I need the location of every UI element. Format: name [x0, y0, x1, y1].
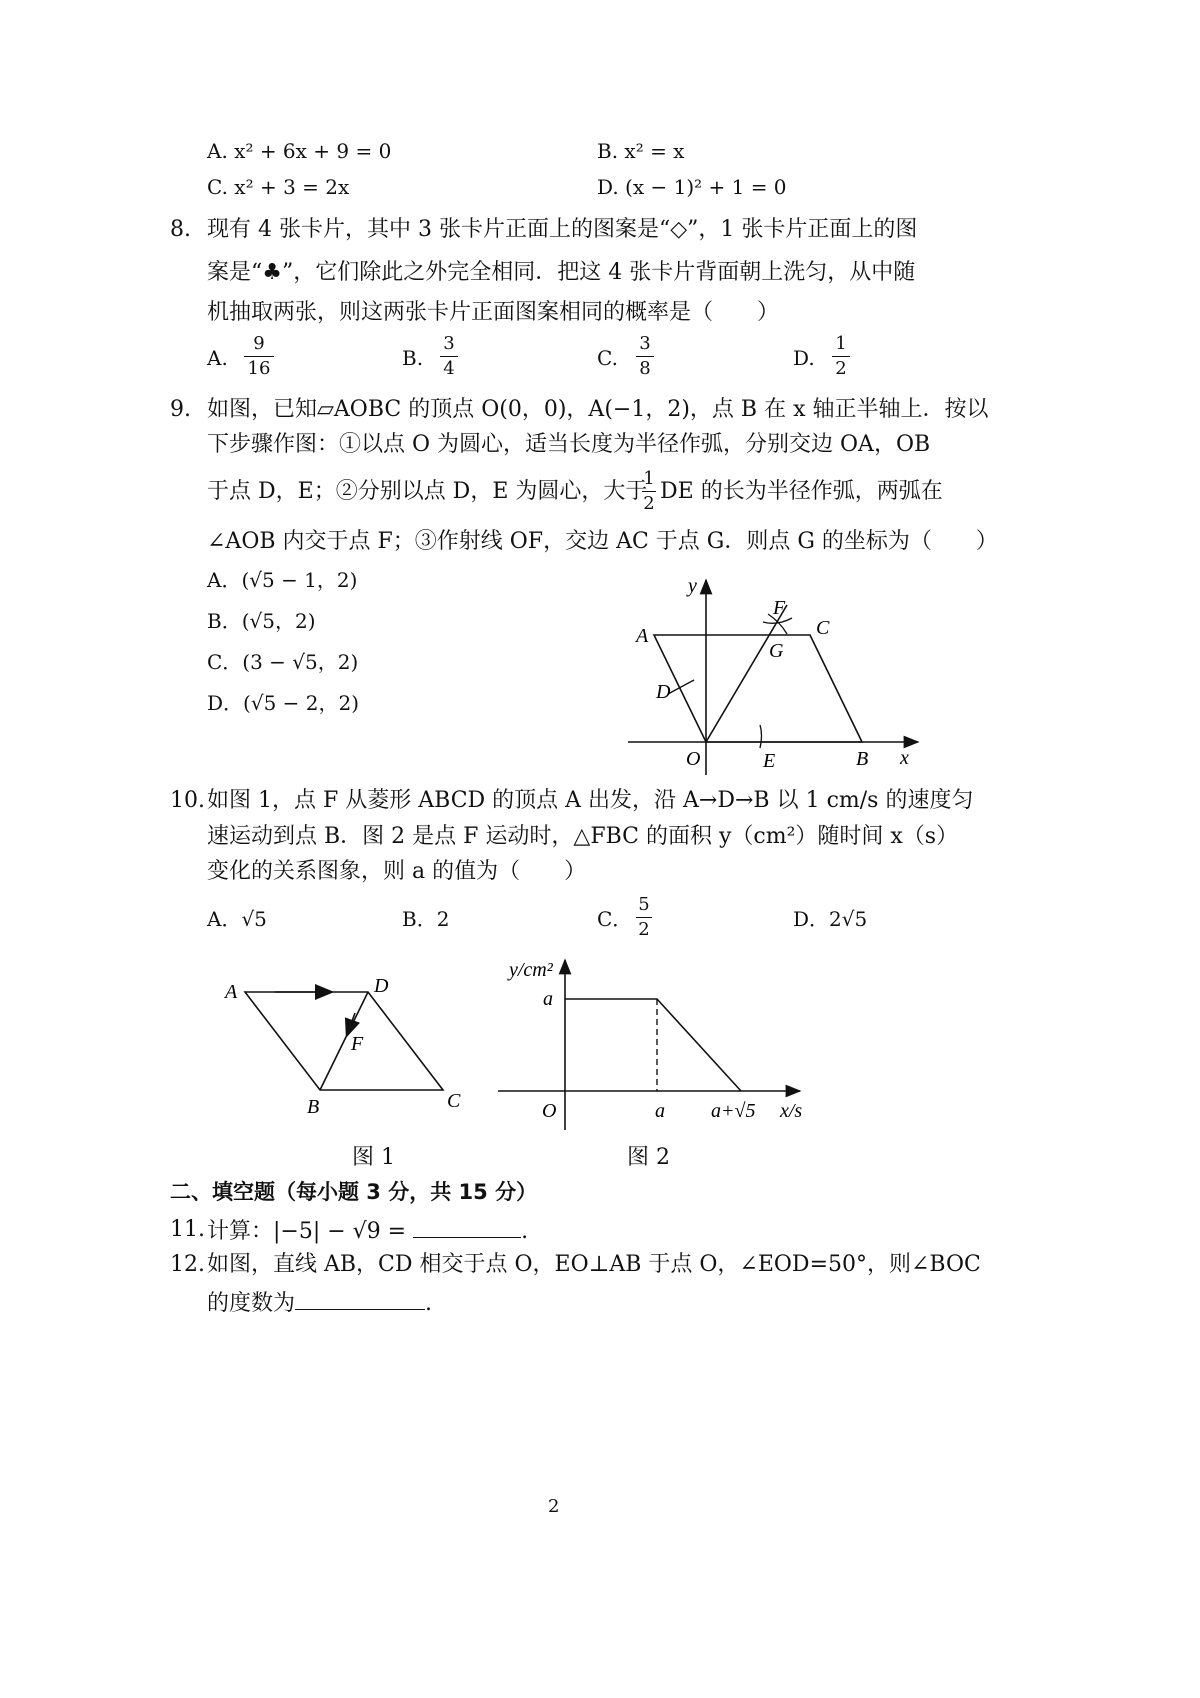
label-a-x: a: [655, 1100, 665, 1122]
label-f: F: [773, 597, 786, 619]
q8-number: 8.: [170, 217, 191, 242]
q7-option-a: A. x² + 6x + 9 = 0: [207, 139, 392, 163]
section-heading: 二、填空题（每小题 3 分，共 15 分）: [170, 1180, 538, 1204]
label-b: B: [856, 748, 869, 770]
label-d: D: [656, 681, 671, 703]
q8-option-a-fraction: [244, 333, 274, 380]
q12-number: 12.: [170, 1252, 205, 1277]
fraction-denominator: 2: [643, 493, 655, 514]
page-number: 2: [548, 1496, 560, 1517]
arc-mark-e: [760, 725, 762, 748]
q8-line-2: 案是“♣”，它们除此之外完全相同．把这 4 张卡片背面朝上洗匀，从中随: [207, 260, 916, 285]
q10-option-d: D．2√5: [793, 907, 868, 931]
q10-number: 10.: [170, 788, 205, 813]
q8-option-c-label: C.: [597, 346, 618, 370]
fraction-denominator: 4: [443, 358, 455, 379]
q9-line-2: 下步骤作图：①以点 O 为圆心，适当长度为半径作弧，分别交边 OA，OB: [207, 432, 931, 457]
q12-line-2-text: 的度数为: [207, 1291, 296, 1316]
q9-option-c: C．(3 − √5，2): [207, 650, 359, 674]
parallelogram-aobc: [654, 635, 862, 742]
q8-line-3: 机抽取两张，则这两张卡片正面图案相同的概率是（ ）: [207, 300, 780, 325]
q11-period: .: [521, 1219, 529, 1244]
fraction-numerator: 1: [835, 333, 847, 354]
q10-option-c-label: C．: [597, 907, 633, 931]
label-a-y: a: [543, 988, 553, 1010]
label-a-plus-root5: a+√5: [711, 1100, 756, 1122]
label-b: B: [307, 1096, 320, 1118]
label-a: A: [225, 981, 238, 1003]
label-f: F: [351, 1033, 364, 1055]
label-c: C: [816, 617, 830, 639]
q10-area-graph: [495, 955, 820, 1135]
fraction-numerator: 1: [643, 468, 655, 489]
q7-option-c: C. x² + 3 = 2x: [207, 175, 350, 199]
q9-option-b: B．(√5，2): [207, 609, 316, 633]
q11-number: 11.: [170, 1217, 205, 1242]
q11-text: 计算：|−5| − √9 =: [207, 1219, 414, 1244]
ray-of: [706, 605, 787, 742]
q7-option-d: D. (x − 1)² + 1 = 0: [597, 175, 787, 199]
q9-parallelogram-figure: [620, 570, 930, 780]
figure-1-caption: 图 1: [352, 1145, 395, 1170]
q10-line-1: 如图 1，点 F 从菱形 ABCD 的顶点 A 出发，沿 A→D→B 以 1 cm/s 的速度匀: [207, 788, 974, 813]
fraction-denominator: 2: [638, 919, 650, 940]
label-a: A: [636, 625, 649, 647]
fraction-denominator: 8: [639, 358, 651, 379]
q12-period: .: [425, 1291, 433, 1316]
q9-option-a: A．(√5 − 1，2): [207, 568, 358, 592]
q8-option-a-label: A.: [207, 346, 228, 370]
q9-line-1: 如图，已知▱AOBC 的顶点 O(0，0)，A(−1，2)，点 B 在 x 轴正半轴上．按以: [207, 397, 989, 422]
q7-option-b: B. x² = x: [597, 139, 685, 163]
q9-line-3a: 于点 D，E；②分别以点 D，E 为圆心，大于: [207, 479, 648, 504]
q8-option-d-fraction: [832, 333, 850, 380]
arrow-d-to-b: [347, 1013, 355, 1035]
label-y: y: [688, 575, 697, 597]
q8-option-b-fraction: [440, 333, 458, 380]
q9-half-fraction: [642, 468, 656, 515]
label-e: E: [763, 750, 776, 772]
q10-option-a: A．√5: [207, 907, 267, 931]
fraction-numerator: 3: [443, 333, 455, 354]
q10-option-b: B．2: [402, 907, 450, 931]
label-o: O: [542, 1100, 557, 1122]
label-g: G: [769, 640, 784, 662]
q9-line-4: ∠AOB 内交于点 F；③作射线 OF，交边 AC 于点 G．则点 G 的坐标为（ ）: [207, 529, 998, 554]
area-curve: [565, 999, 741, 1091]
fraction-numerator: 9: [253, 333, 265, 354]
label-x: x: [900, 747, 909, 769]
label-y-unit: y/cm²: [509, 959, 553, 981]
q8-option-d-label: D.: [793, 346, 815, 370]
label-o: O: [686, 748, 701, 770]
label-d: D: [374, 975, 389, 997]
fraction-numerator: 5: [638, 894, 650, 915]
figure-2-caption: 图 2: [627, 1145, 670, 1170]
q8-option-c-fraction: [636, 333, 654, 380]
q9-option-d: D．(√5 − 2，2): [207, 691, 360, 715]
q12-line-2: [207, 1287, 432, 1319]
q8-line-1: 现有 4 张卡片，其中 3 张卡片正面上的图案是“◇”，1 张卡片正面上的图: [207, 217, 918, 242]
q8-option-b-label: B.: [402, 346, 424, 370]
q10-rhombus-figure: [215, 965, 475, 1125]
q9-number: 9.: [170, 397, 191, 422]
fraction-denominator: 2: [835, 358, 847, 379]
fraction-denominator: 16: [247, 358, 271, 379]
q10-line-2: 速运动到点 B．图 2 是点 F 运动时，△FBC 的面积 y（cm²）随时间 x（s）: [207, 824, 959, 849]
q10-option-c-fraction: [636, 894, 652, 941]
q9-line-3b: DE 的长为半径作弧，两弧在: [660, 479, 943, 504]
label-x-unit: x/s: [780, 1100, 803, 1122]
q12-answer-blank[interactable]: [295, 1287, 425, 1310]
fraction-numerator: 3: [639, 333, 651, 354]
label-c: C: [447, 1090, 461, 1112]
q11-line: [207, 1215, 528, 1247]
q10-line-3: 变化的关系图象，则 a 的值为（ ）: [207, 859, 587, 884]
q12-line-1: 如图，直线 AB，CD 相交于点 O，EO⊥AB 于点 O，∠EOD=50°，则∠BOC: [207, 1252, 981, 1277]
q11-answer-blank[interactable]: [413, 1215, 521, 1238]
